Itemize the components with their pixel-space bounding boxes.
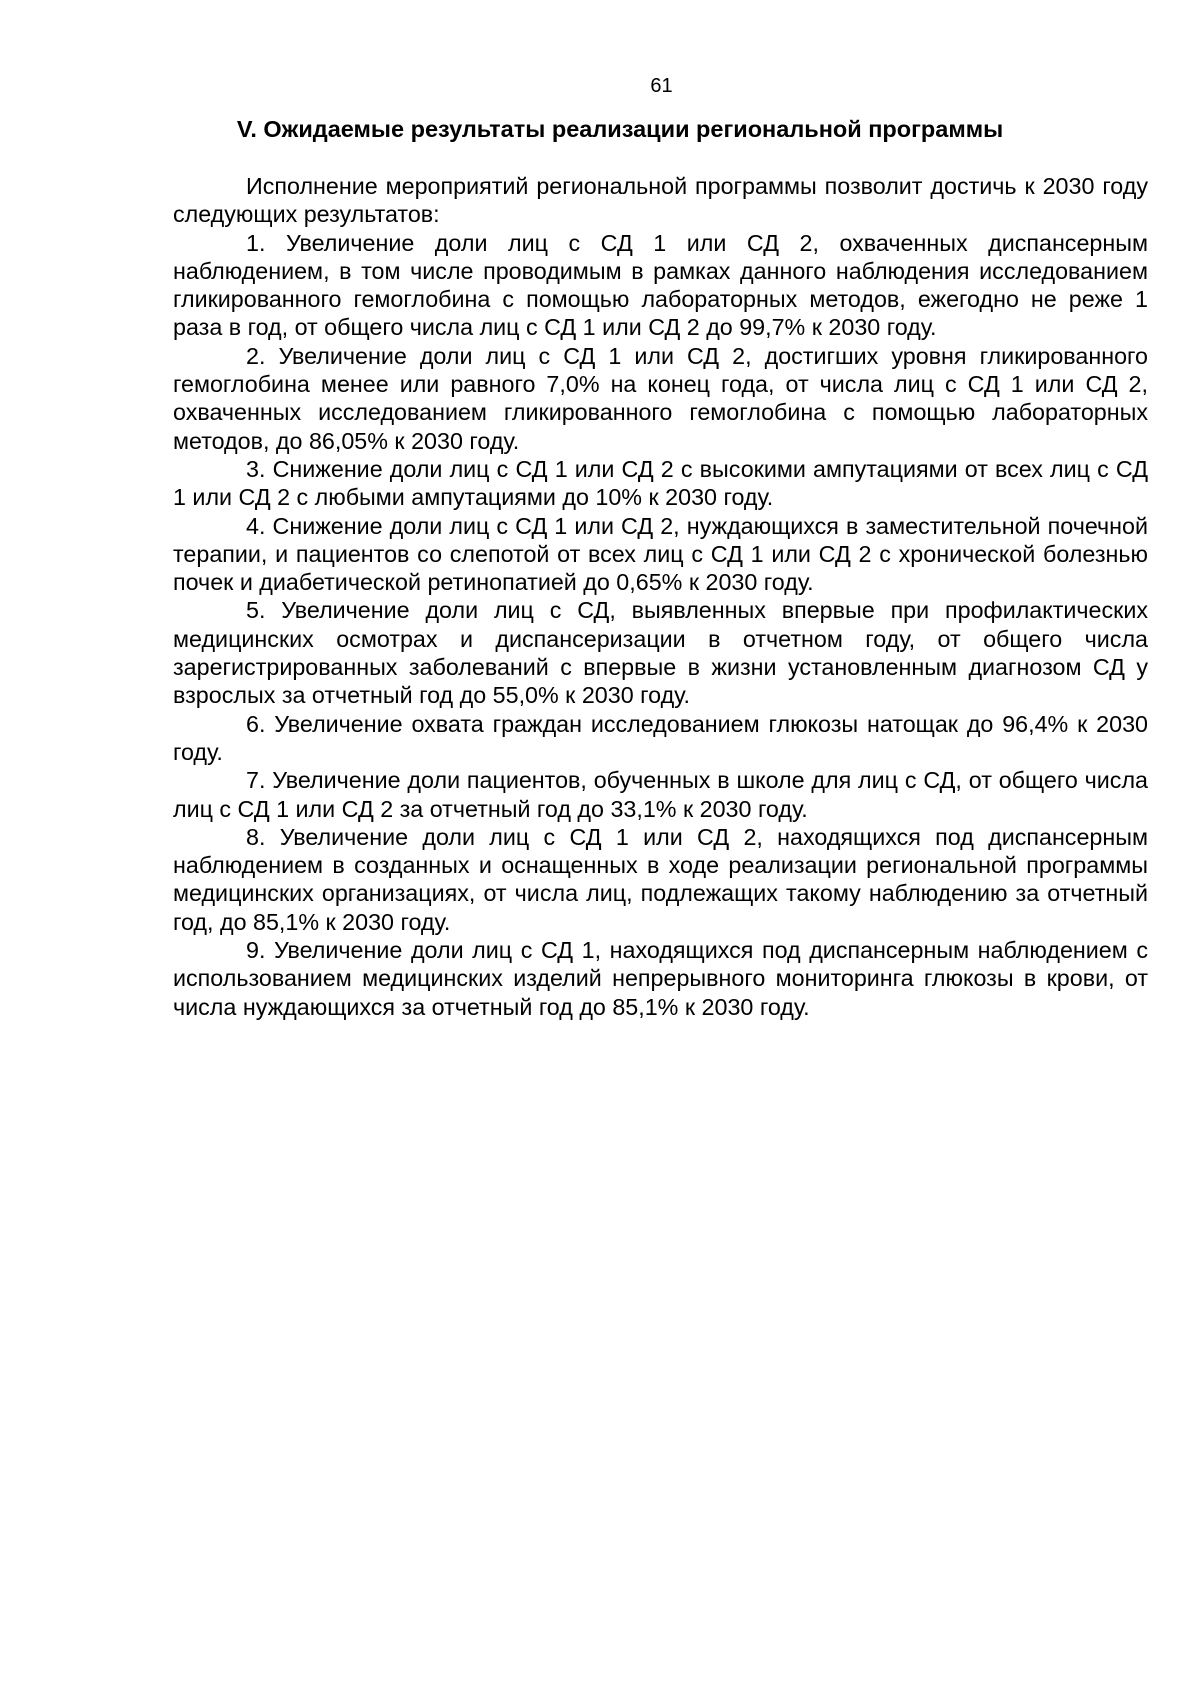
result-item-8: 8. Увеличение доли лиц с СД 1 или СД 2, находящихся под диспансерным наблюдением в созданных и оснащенных в ходе реализации региональной программы медицинских организациях, от числа лиц, подлежащих такому наблюдению за отчетный год, до 85,1% к 2030 году. xyxy=(173,823,1148,935)
result-item-3: 3. Снижение доли лиц с СД 1 или СД 2 с высокими ампутациями от всех лиц с СД 1 или СД 2 с любыми ампутациями до 10% к 2030 году. xyxy=(173,455,1148,511)
body-text xyxy=(173,172,1148,1021)
section-title: V. Ожидаемые результаты реализации региональной программы xyxy=(236,116,1004,142)
result-item-5: 5. Увеличение доли лиц с СД, выявленных впервые при профилактических медицинских осмотрах и диспансеризации в отчетном году, от общего числа зарегистрированных заболеваний с впервые в жизни установленным диагнозом СД у взрослых за отчетный год до 55,0% к 2030 году. xyxy=(173,597,1148,709)
intro-paragraph: Исполнение мероприятий региональной программы позволит достичь к 2030 году следующих результатов: xyxy=(173,173,1148,228)
result-item-6: 6. Увеличение охвата граждан исследованием глюкозы натощак до 96,4% к 2030 году. xyxy=(173,710,1148,765)
page-number: 61 xyxy=(650,75,673,97)
result-item-7: 7. Увеличение доли пациентов, обученных в школе для лиц с СД, от общего числа лиц с СД 1 или СД 2 за отчетный год до 33,1% к 2030 году. xyxy=(173,767,1148,822)
result-item-9: 9. Увеличение доли лиц с СД 1, находящихся под диспансерным наблюдением с использованием медицинских изделий непрерывного мониторинга глюкозы в крови, от числа нуждающихся за отчетный год до 85,1% к 2030 году. xyxy=(173,937,1148,1020)
result-item-1: 1. Увеличение доли лиц с СД 1 или СД 2, охваченных диспансерным наблюдением, в том числе проводимым в рамках данного наблюдения исследованием гликированного гемоглобина с помощью лабораторных методов, ежегодно не реже 1 раза в год, от общего числа лиц с СД 1 или СД 2 до 99,7% к 2030 году. xyxy=(173,229,1148,341)
result-item-2: 2. Увеличение доли лиц с СД 1 или СД 2, достигших уровня гликированного гемоглобина менее или равного 7,0% на конец года, от числа лиц с СД 1 или СД 2, охваченных исследованием гликированного гемоглобина с помощью лабораторных методов, до 86,05% к 2030 году. xyxy=(173,342,1148,454)
result-item-4: 4. Снижение доли лиц с СД 1 или СД 2, нуждающихся в заместительной почечной терапии, и пациентов со слепотой от всех лиц с СД 1 или СД 2 с хронической болезнью почек и диабетической ретинопатией до 0,65% к 2030 году. xyxy=(173,512,1148,596)
